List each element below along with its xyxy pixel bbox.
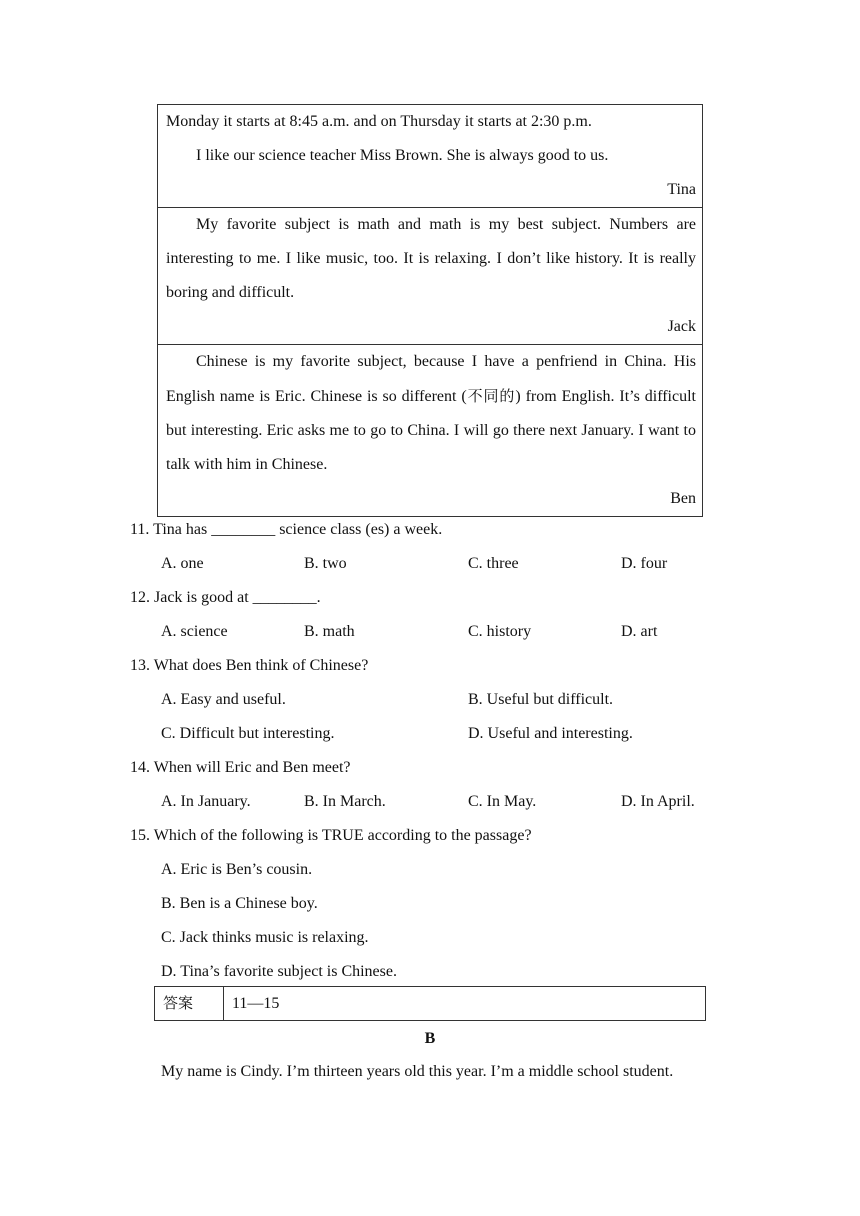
question-11-option-b[interactable]: B. two — [304, 555, 347, 572]
passage-table — [157, 104, 703, 517]
question-13-options-row-2 — [130, 717, 730, 751]
question-14-stem: 14. When will Eric and Ben meet? — [130, 759, 351, 776]
answer-box — [154, 986, 706, 1021]
question-12-option-b[interactable]: B. math — [304, 623, 355, 640]
question-15-option-c-row — [130, 921, 730, 955]
question-15-option-d[interactable]: D. Tina’s favorite subject is Chinese. — [161, 963, 397, 980]
passage-jack — [158, 207, 702, 344]
question-11-options — [130, 547, 730, 581]
question-15-option-a-row — [130, 853, 730, 887]
question-12-stem: 12. Jack is good at ________. — [130, 589, 321, 606]
ben-text-before: Chinese is my favorite subject, because I have a penfriend in China. His English name is Eric. Chinese is so different ( — [166, 353, 696, 405]
question-13-stem: 13. What does Ben think of Chinese? — [130, 657, 369, 674]
question-list — [130, 513, 730, 989]
tina-line-1: Monday it starts at 8:45 a.m. and on Thursday it starts at 2:30 p.m. — [166, 113, 592, 130]
question-13-option-d[interactable]: D. Useful and interesting. — [468, 725, 633, 742]
question-12-option-a[interactable]: A. science — [161, 623, 228, 640]
ben-signature: Ben — [670, 490, 696, 507]
question-14-option-a[interactable]: A. In January. — [161, 793, 251, 810]
question-12-option-d[interactable]: D. art — [621, 623, 658, 640]
ben-text-after: ) from English. It’s difficult but interesting. Eric asks me to go to China. I will go there next January. I want to talk with him in Chinese. — [166, 388, 696, 473]
question-15-option-c[interactable]: C. Jack thinks music is relaxing. — [161, 929, 369, 946]
jack-paragraph: My favorite subject is math and math is my best subject. Numbers are interesting to me. I like music, too. It is relaxing. I don’t like history. It is really boring and difficult. — [166, 216, 696, 301]
question-14-option-b[interactable]: B. In March. — [304, 793, 386, 810]
question-11-option-d[interactable]: D. four — [621, 555, 668, 572]
question-12-options — [130, 615, 730, 649]
question-12-option-c[interactable]: C. history — [468, 623, 532, 640]
question-15-option-a[interactable]: A. Eric is Ben’s cousin. — [161, 861, 313, 878]
answer-label: 答案 — [155, 987, 224, 1020]
question-14-options — [130, 785, 730, 819]
question-15-option-b[interactable]: B. Ben is a Chinese boy. — [161, 895, 318, 912]
question-15-stem: 15. Which of the following is TRUE according to the passage? — [130, 827, 532, 844]
question-13-options-row-1 — [130, 683, 730, 717]
passage-ben — [158, 344, 702, 516]
question-13-option-a[interactable]: A. Easy and useful. — [161, 691, 286, 708]
question-13-option-b[interactable]: B. Useful but difficult. — [468, 691, 614, 708]
question-14-option-c[interactable]: C. In May. — [468, 793, 537, 810]
ben-paragraph — [166, 345, 696, 482]
question-11-option-c[interactable]: C. three — [468, 555, 519, 572]
question-15-option-b-row — [130, 887, 730, 921]
question-11-stem: 11. Tina has ________ science class (es) a week. — [130, 521, 443, 538]
tina-signature: Tina — [667, 181, 696, 198]
ben-cjk-gloss: 不同的 — [466, 387, 516, 405]
section-b-heading: B — [424, 1030, 436, 1047]
section-b-first-line: My name is Cindy. I’m thirteen years old this year. I’m a middle school student. — [161, 1063, 674, 1080]
question-11-option-a[interactable]: A. one — [161, 555, 204, 572]
jack-signature: Jack — [667, 318, 696, 335]
passage-tina — [158, 105, 702, 207]
tina-line-2: I like our science teacher Miss Brown. She is always good to us. — [196, 147, 609, 164]
answer-field[interactable]: 11—15 — [232, 995, 280, 1012]
question-13-option-c[interactable]: C. Difficult but interesting. — [161, 725, 335, 742]
question-15-option-d-row — [130, 955, 730, 989]
question-14-option-d[interactable]: D. In April. — [621, 793, 695, 810]
